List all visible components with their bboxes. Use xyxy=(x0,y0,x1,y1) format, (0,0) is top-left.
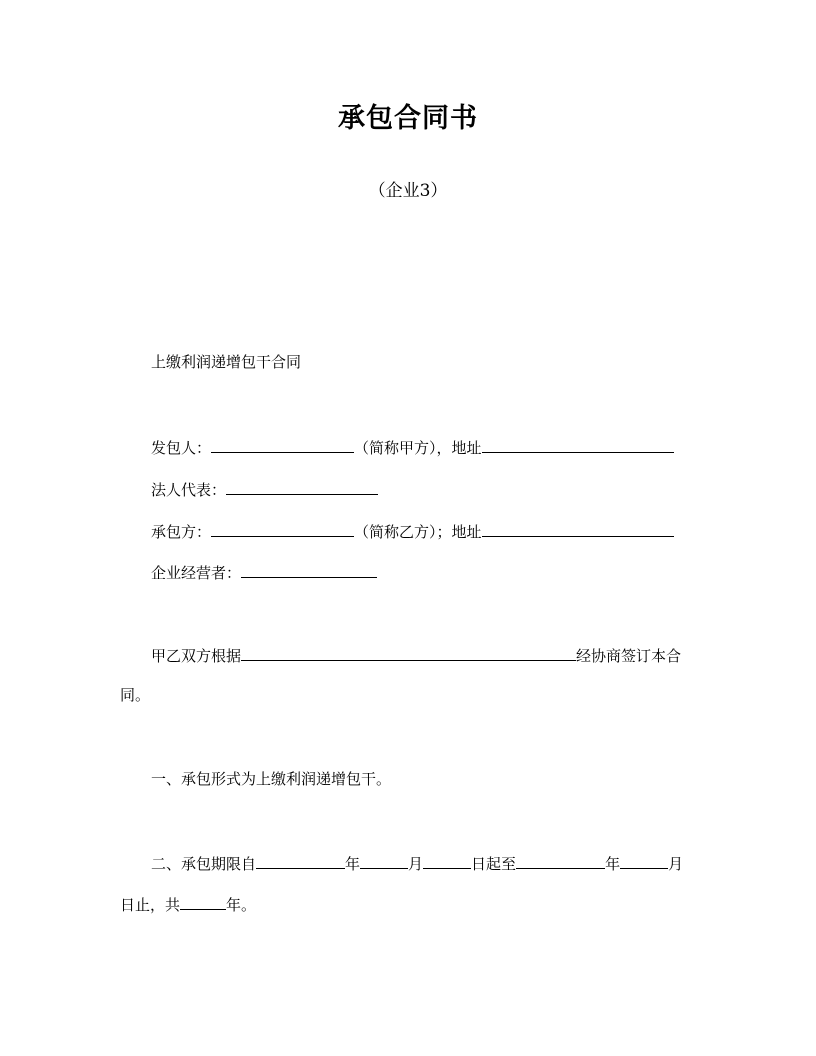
clause-2-wrap-start: 日止，共 xyxy=(120,896,181,914)
legal-rep-blank[interactable] xyxy=(226,478,378,495)
clause-2-start: 二、承包期限自 xyxy=(151,855,257,873)
end-month-blank[interactable] xyxy=(620,852,668,869)
legal-rep-label: 法人代表： xyxy=(151,481,227,499)
start-month-blank[interactable] xyxy=(360,852,408,869)
party-b-line xyxy=(151,520,674,542)
party-b-name-blank[interactable] xyxy=(211,520,354,537)
contract-type: 上缴利润递增包干合同 xyxy=(151,353,302,371)
operator-blank[interactable] xyxy=(241,561,377,578)
preamble-basis-blank[interactable] xyxy=(241,644,576,661)
document-title: 承包合同书 xyxy=(338,103,478,134)
legal-rep-line xyxy=(151,478,378,500)
clause-2-wrap-end: 年。 xyxy=(226,896,257,914)
operator-label: 企业经营者： xyxy=(151,564,242,582)
preamble-start: 甲乙双方根据 xyxy=(151,647,242,665)
clause-2-wrap xyxy=(120,893,256,915)
party-a-line xyxy=(151,436,674,458)
party-b-address-blank[interactable] xyxy=(482,520,674,537)
party-b-short-name: （简称乙方）；地址 xyxy=(354,523,482,541)
party-a-short-name: （简称甲方），地址 xyxy=(354,439,482,457)
clause-2-month2: 月 xyxy=(668,855,684,873)
document-subtitle: （企业3） xyxy=(368,181,448,201)
clause-2-year1: 年 xyxy=(345,855,361,873)
preamble-wrap: 同。 xyxy=(120,686,151,704)
clause-2-month1: 月 xyxy=(408,855,424,873)
start-day-blank[interactable] xyxy=(423,852,471,869)
clause-2-day1: 日起至 xyxy=(471,855,517,873)
term-years-blank[interactable] xyxy=(180,893,226,910)
clause-1: 一、承包形式为上缴利润递增包干。 xyxy=(151,770,392,788)
operator-line xyxy=(151,561,377,583)
clause-2-year2: 年 xyxy=(605,855,621,873)
preamble-line xyxy=(151,644,681,666)
party-a-label: 发包人： xyxy=(151,439,212,457)
clause-2-line xyxy=(151,852,683,874)
start-year-blank[interactable] xyxy=(256,852,345,869)
preamble-end: 经协商签订本合 xyxy=(576,647,682,665)
party-a-name-blank[interactable] xyxy=(211,436,354,453)
end-year-blank[interactable] xyxy=(516,852,605,869)
party-a-address-blank[interactable] xyxy=(482,436,674,453)
party-b-label: 承包方： xyxy=(151,523,212,541)
